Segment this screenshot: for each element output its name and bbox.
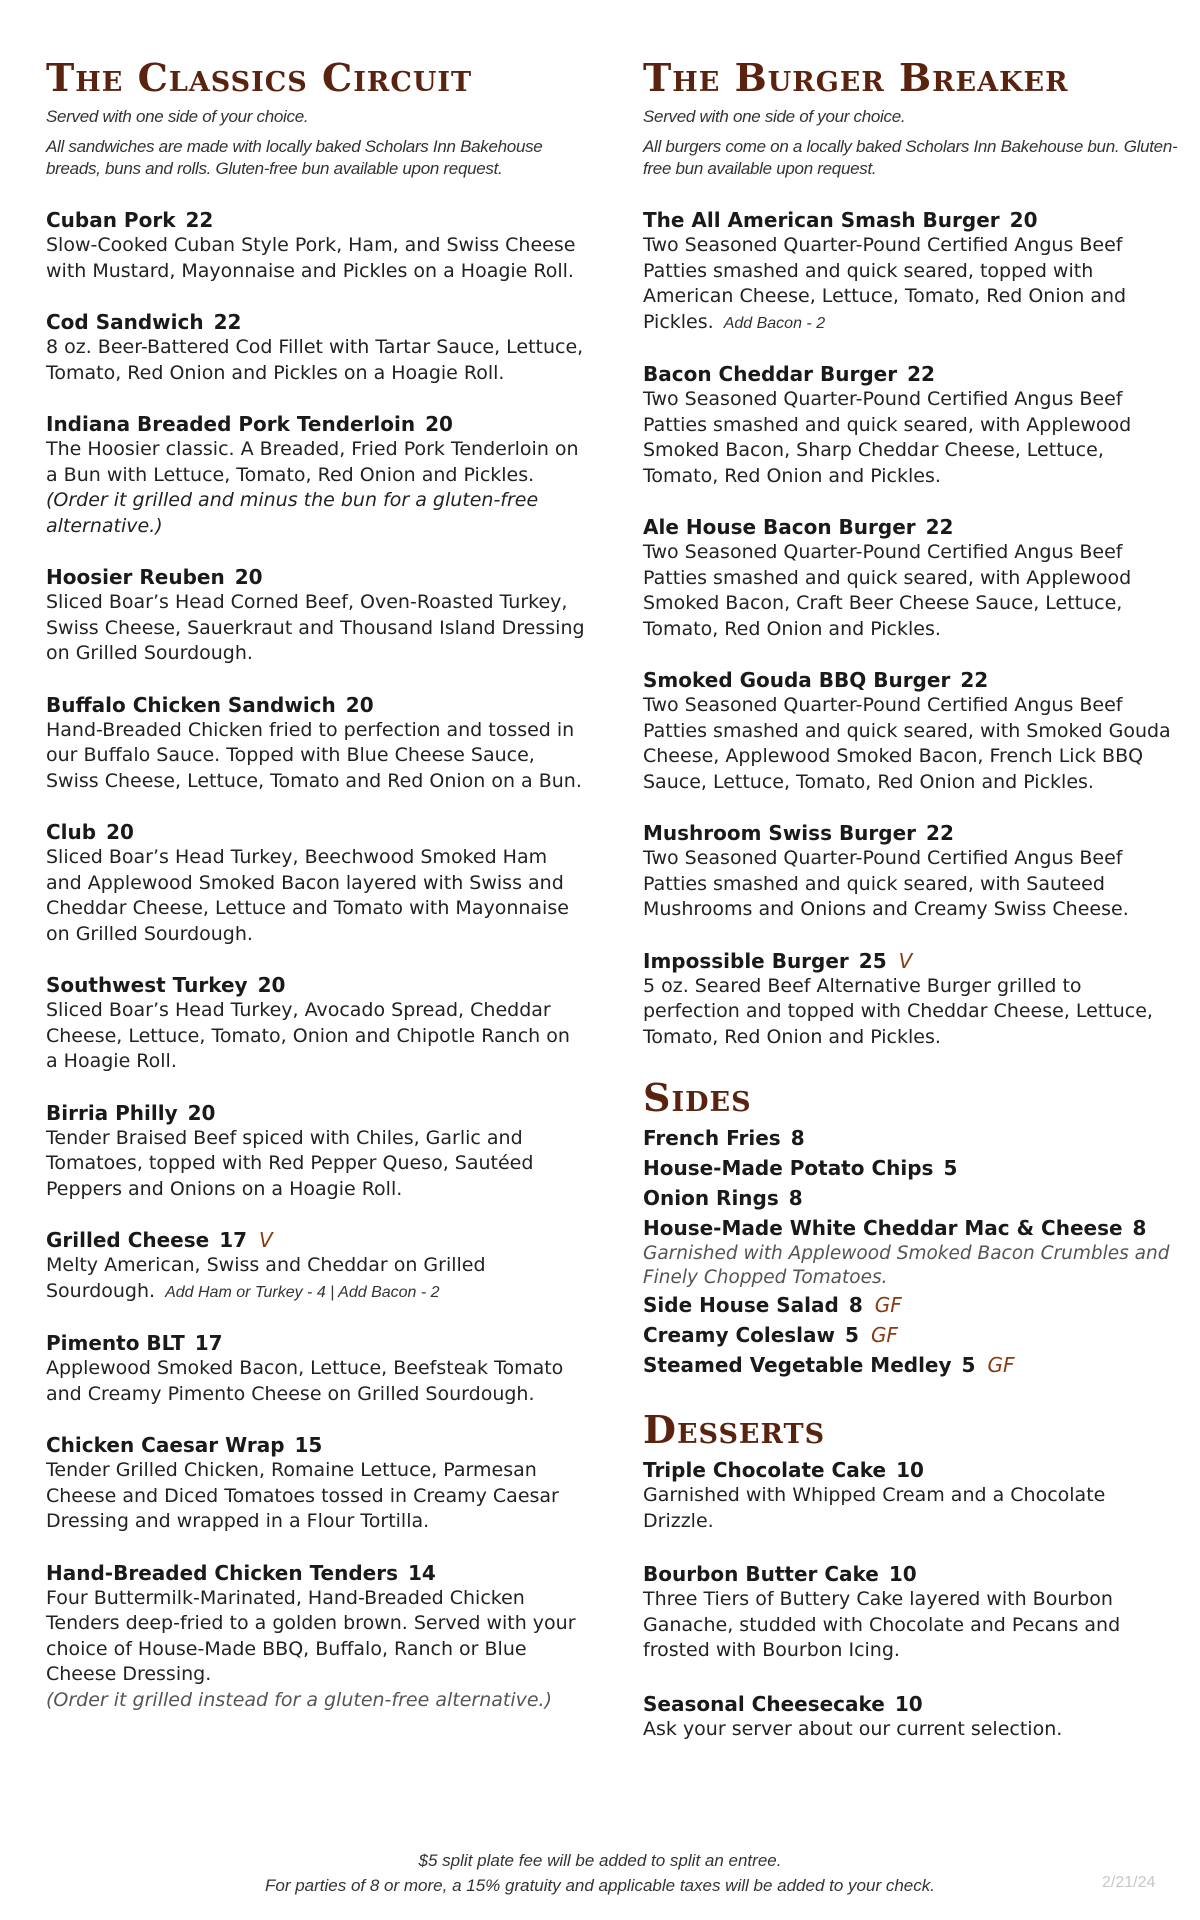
item-name: Club [46, 820, 97, 844]
dessert-item [643, 1692, 1178, 1743]
item-description: Garnished with Whipped Cream and a Chocolate Drizzle. [643, 1484, 1106, 1532]
item-price: 20 [187, 1100, 216, 1125]
item-description: Slow-Cooked Cuban Style Pork, Ham, and Swiss Cheese with Mustard, Mayonnaise and Pickles on a Hoagie Roll. [46, 234, 576, 282]
gluten-free-badge: GF [987, 1353, 1015, 1377]
item-gluten-free-note: (Order it grilled and minus the bun for a gluten-free alternative.) [46, 489, 539, 537]
burgers-column [643, 56, 1178, 1770]
menu-item-grilled-cheese [46, 1228, 586, 1305]
item-name: Mushroom Swiss Burger [643, 821, 917, 845]
menu-item-pimento-blt [46, 1331, 586, 1407]
menu-date: 2/21/24 [1102, 1874, 1156, 1891]
classics-side-note: Served with one side of your choice. [46, 107, 309, 126]
gluten-free-badge: GF [874, 1293, 902, 1317]
item-price: 22 [213, 310, 242, 334]
menu-item-hoosier-reuben [46, 565, 586, 667]
item-price: 22 [925, 515, 954, 539]
item-description: 5 oz. Seared Beef Alternative Burger grilled to perfection and topped with Cheddar Cheese, Lettuce, Tomato, Red Onion and Pickles. [643, 974, 1153, 1048]
split-plate-note: $5 split plate fee will be added to split an entree. [418, 1851, 782, 1870]
item-name: Birria Philly [46, 1100, 178, 1125]
item-name: Chicken Caesar Wrap [46, 1433, 285, 1457]
item-name: Steamed Vegetable Medley [643, 1353, 952, 1377]
classics-bread-note: All sandwiches are made with locally baked Scholars Inn Bakehouse breads, buns and rolls. Gluten-free bun available upon request. [46, 137, 543, 178]
item-price: 22 [960, 668, 989, 692]
item-name: Seasonal Cheesecake [643, 1691, 885, 1716]
footer-notes [0, 1848, 1200, 1898]
side-item [643, 1156, 1178, 1181]
gluten-free-badge: GF [870, 1323, 898, 1347]
vegetarian-badge: V [898, 948, 913, 973]
item-description: Two Seasoned Quarter-Pound Certified Angus Beef Patties smashed and quick seared, with Applewood Smoked Bacon, Sharp Cheddar Cheese, Lettuce, Tomato, Red Onion and Pickles. [643, 388, 1132, 487]
item-name: Buffalo Chicken Sandwich [46, 692, 336, 717]
item-name: The All American Smash Burger [643, 208, 1000, 232]
item-price: 8 [788, 1186, 803, 1210]
menu-item-chicken-tenders [46, 1561, 586, 1714]
item-price: 5 [943, 1156, 958, 1180]
item-name: Creamy Coleslaw [643, 1323, 836, 1347]
item-name: Cod Sandwich [46, 310, 204, 334]
item-description: Four Buttermilk-Marinated, Hand-Breaded Chicken Tenders deep-fried to a golden brown. Served with your choice of House-Made BBQ, Buffalo, Ranch or Blue Cheese Dressing. [46, 1586, 576, 1685]
item-name: Ale House Bacon Burger [643, 515, 916, 539]
item-name: Onion Rings [643, 1186, 779, 1210]
item-price: 20 [345, 692, 374, 717]
dessert-item [643, 1458, 1178, 1534]
item-name: Grilled Cheese [46, 1228, 210, 1252]
item-price: 5 [961, 1353, 976, 1377]
sides-title: Sides [643, 1075, 752, 1120]
item-description: Three Tiers of Buttery Cake layered with Bourbon Ganache, studded with Chocolate and Pecans and frosted with Bourbon Icing. [643, 1588, 1121, 1661]
classics-list [46, 208, 586, 1713]
item-price: 20 [425, 412, 453, 436]
item-description: Applewood Smoked Bacon, Lettuce, Beefsteak Tomato and Creamy Pimento Cheese on Grilled Sourdough. [46, 1357, 564, 1405]
item-name: Hoosier Reuben [46, 565, 225, 589]
item-name: Bourbon Butter Cake [643, 1562, 879, 1586]
classics-column [46, 56, 586, 1739]
item-name: Hand-Breaded Chicken Tenders [46, 1560, 399, 1585]
item-price: 20 [234, 565, 263, 589]
item-name: Bacon Cheddar Burger [643, 362, 898, 386]
item-description: Sliced Boar’s Head Turkey, Beechwood Smoked Ham and Applewood Smoked Bacon layered with Swiss and Cheddar Cheese, Lettuce and Tomato with Mayonnaise on Grilled Sourdough. [46, 846, 569, 945]
item-price: 22 [185, 208, 214, 232]
classics-title: The Classics Circuit [46, 55, 473, 100]
item-name: Cuban Pork [46, 208, 176, 232]
gratuity-note: For parties of 8 or more, a 15% gratuity and applicable taxes will be added to your check. [265, 1876, 935, 1895]
item-name: Triple Chocolate Cake [643, 1458, 887, 1482]
item-description: Tender Braised Beef spiced with Chiles, Garlic and Tomatoes, topped with Red Pepper Queso, Sautéed Peppers and Onions on a Hoagie Roll. [46, 1126, 534, 1200]
item-description: The Hoosier classic. A Breaded, Fried Pork Tenderloin on a Bun with Lettuce, Tomato, Red Onion and Pickles. [46, 438, 579, 486]
item-name: Side House Salad [643, 1293, 839, 1317]
menu-item-mushroom-swiss-burger [643, 821, 1178, 923]
item-price: 17 [219, 1228, 248, 1252]
item-name: Southwest Turkey [46, 973, 248, 997]
item-description: Two Seasoned Quarter-Pound Certified Angus Beef Patties smashed and quick seared, with Sauteed Mushrooms and Onions and Creamy Swiss Cheese. [643, 847, 1129, 920]
item-price: 10 [896, 1458, 924, 1482]
item-description: Two Seasoned Quarter-Pound Certified Angus Beef Patties smashed and quick seared, with Applewood Smoked Bacon, Craft Beer Cheese Sauce, Lettuce, Tomato, Red Onion and Pickles. [643, 541, 1132, 640]
item-name: Smoked Gouda BBQ Burger [643, 668, 951, 692]
dessert-item [643, 1562, 1178, 1664]
side-item [643, 1323, 1178, 1348]
item-price: 22 [907, 362, 935, 386]
sides-list [643, 1126, 1178, 1378]
burgers-side-note: Served with one side of your choice. [643, 107, 906, 126]
item-price: 20 [106, 820, 134, 844]
desserts-list [643, 1458, 1178, 1742]
side-item [643, 1293, 1178, 1318]
desserts-title: Desserts [643, 1407, 826, 1452]
menu-item-impossible-burger [643, 949, 1178, 1051]
item-name: Indiana Breaded Pork Tenderloin [46, 412, 416, 436]
item-name: Pimento BLT [46, 1331, 185, 1355]
item-description: Sliced Boar’s Head Turkey, Avocado Spread, Cheddar Cheese, Lettuce, Tomato, Onion and Chipotle Ranch on a Hoagie Roll. [46, 999, 570, 1072]
item-price: 25 [858, 948, 887, 973]
item-description: 8 oz. Beer-Battered Cod Fillet with Tartar Sauce, Lettuce, Tomato, Red Onion and Pickles on a Hoagie Roll. [46, 336, 584, 384]
item-price: 22 [926, 821, 954, 845]
vegetarian-badge: V [259, 1228, 273, 1252]
burgers-list [643, 208, 1178, 1050]
item-price: 8 [1132, 1216, 1147, 1240]
item-price: 5 [845, 1323, 859, 1347]
item-description: Two Seasoned Quarter-Pound Certified Angus Beef Patties smashed and quick seared, topped with American Cheese, Lettuce, Tomato, Red Onion and Pickles. [643, 234, 1127, 333]
item-addon: Add Bacon - 2 [723, 314, 826, 332]
side-item [643, 1353, 1178, 1378]
side-item [643, 1126, 1178, 1151]
item-name: French Fries [643, 1126, 781, 1150]
item-name: House-Made Potato Chips [643, 1156, 934, 1180]
item-description: Hand-Breaded Chicken fried to perfection and tossed in our Buffalo Sauce. Topped with Blue Cheese Sauce, Swiss Cheese, Lettuce, Tomato and Red Onion on a Bun. [46, 718, 582, 792]
menu-item-gouda-bbq-burger [643, 668, 1178, 795]
item-gluten-free-note: (Order it grilled instead for a gluten-free alternative.) [46, 1688, 553, 1711]
menu-item-birria-philly [46, 1101, 586, 1203]
item-name: House-Made White Cheddar Mac & Cheese [643, 1216, 1123, 1240]
burgers-bun-note: All burgers come on a locally baked Scholars Inn Bakehouse bun. Gluten-free bun available upon request. [643, 137, 1178, 178]
item-price: 8 [790, 1126, 805, 1150]
item-price: 14 [408, 1560, 436, 1585]
menu-item-caesar-wrap [46, 1433, 586, 1535]
menu-item-ale-house-burger [643, 515, 1178, 642]
item-price: 10 [894, 1691, 923, 1716]
side-item-note: Garnished with Applewood Smoked Bacon Crumbles and Finely Chopped Tomatoes. [643, 1243, 1170, 1288]
item-addon: Add Ham or Turkey - 4 | Add Bacon - 2 [165, 1283, 440, 1301]
menu-item-bacon-cheddar-burger [643, 362, 1178, 489]
menu-item-pork-tenderloin [46, 412, 586, 539]
item-price: 20 [257, 973, 286, 997]
menu-item-buffalo-chicken [46, 693, 586, 795]
item-description: Ask your server about our current selection. [643, 1717, 1063, 1740]
burgers-title: The Burger Breaker [643, 55, 1069, 100]
item-description: Melty American, Swiss and Cheddar on Grilled Sourdough. [46, 1254, 486, 1302]
menu-item-cod-sandwich [46, 310, 586, 386]
item-name: Impossible Burger [643, 948, 849, 973]
item-description: Two Seasoned Quarter-Pound Certified Angus Beef Patties smashed and quick seared, with Smoked Gouda Cheese, Applewood Smoked Bacon, French Lick BBQ Sauce, Lettuce, Tomato, Red Onion and Pickles. [643, 694, 1171, 793]
menu-item-cuban-pork [46, 208, 586, 284]
side-item [643, 1216, 1178, 1241]
item-description: Tender Grilled Chicken, Romaine Lettuce, Parmesan Cheese and Diced Tomatoes tossed in Creamy Caesar Dressing and wrapped in a Flour Tortilla. [46, 1459, 559, 1532]
item-price: 10 [888, 1562, 917, 1586]
item-price: 15 [294, 1433, 323, 1457]
item-price: 17 [194, 1331, 223, 1355]
item-price: 8 [848, 1293, 863, 1317]
item-description: Sliced Boar’s Head Corned Beef, Oven-Roasted Turkey, Swiss Cheese, Sauerkraut and Thousand Island Dressing on Grilled Sourdough. [46, 591, 585, 664]
side-item [643, 1186, 1178, 1211]
menu-item-southwest-turkey [46, 973, 586, 1075]
item-price: 20 [1009, 208, 1038, 232]
menu-item-smash-burger [643, 208, 1178, 336]
menu-item-club [46, 820, 586, 947]
